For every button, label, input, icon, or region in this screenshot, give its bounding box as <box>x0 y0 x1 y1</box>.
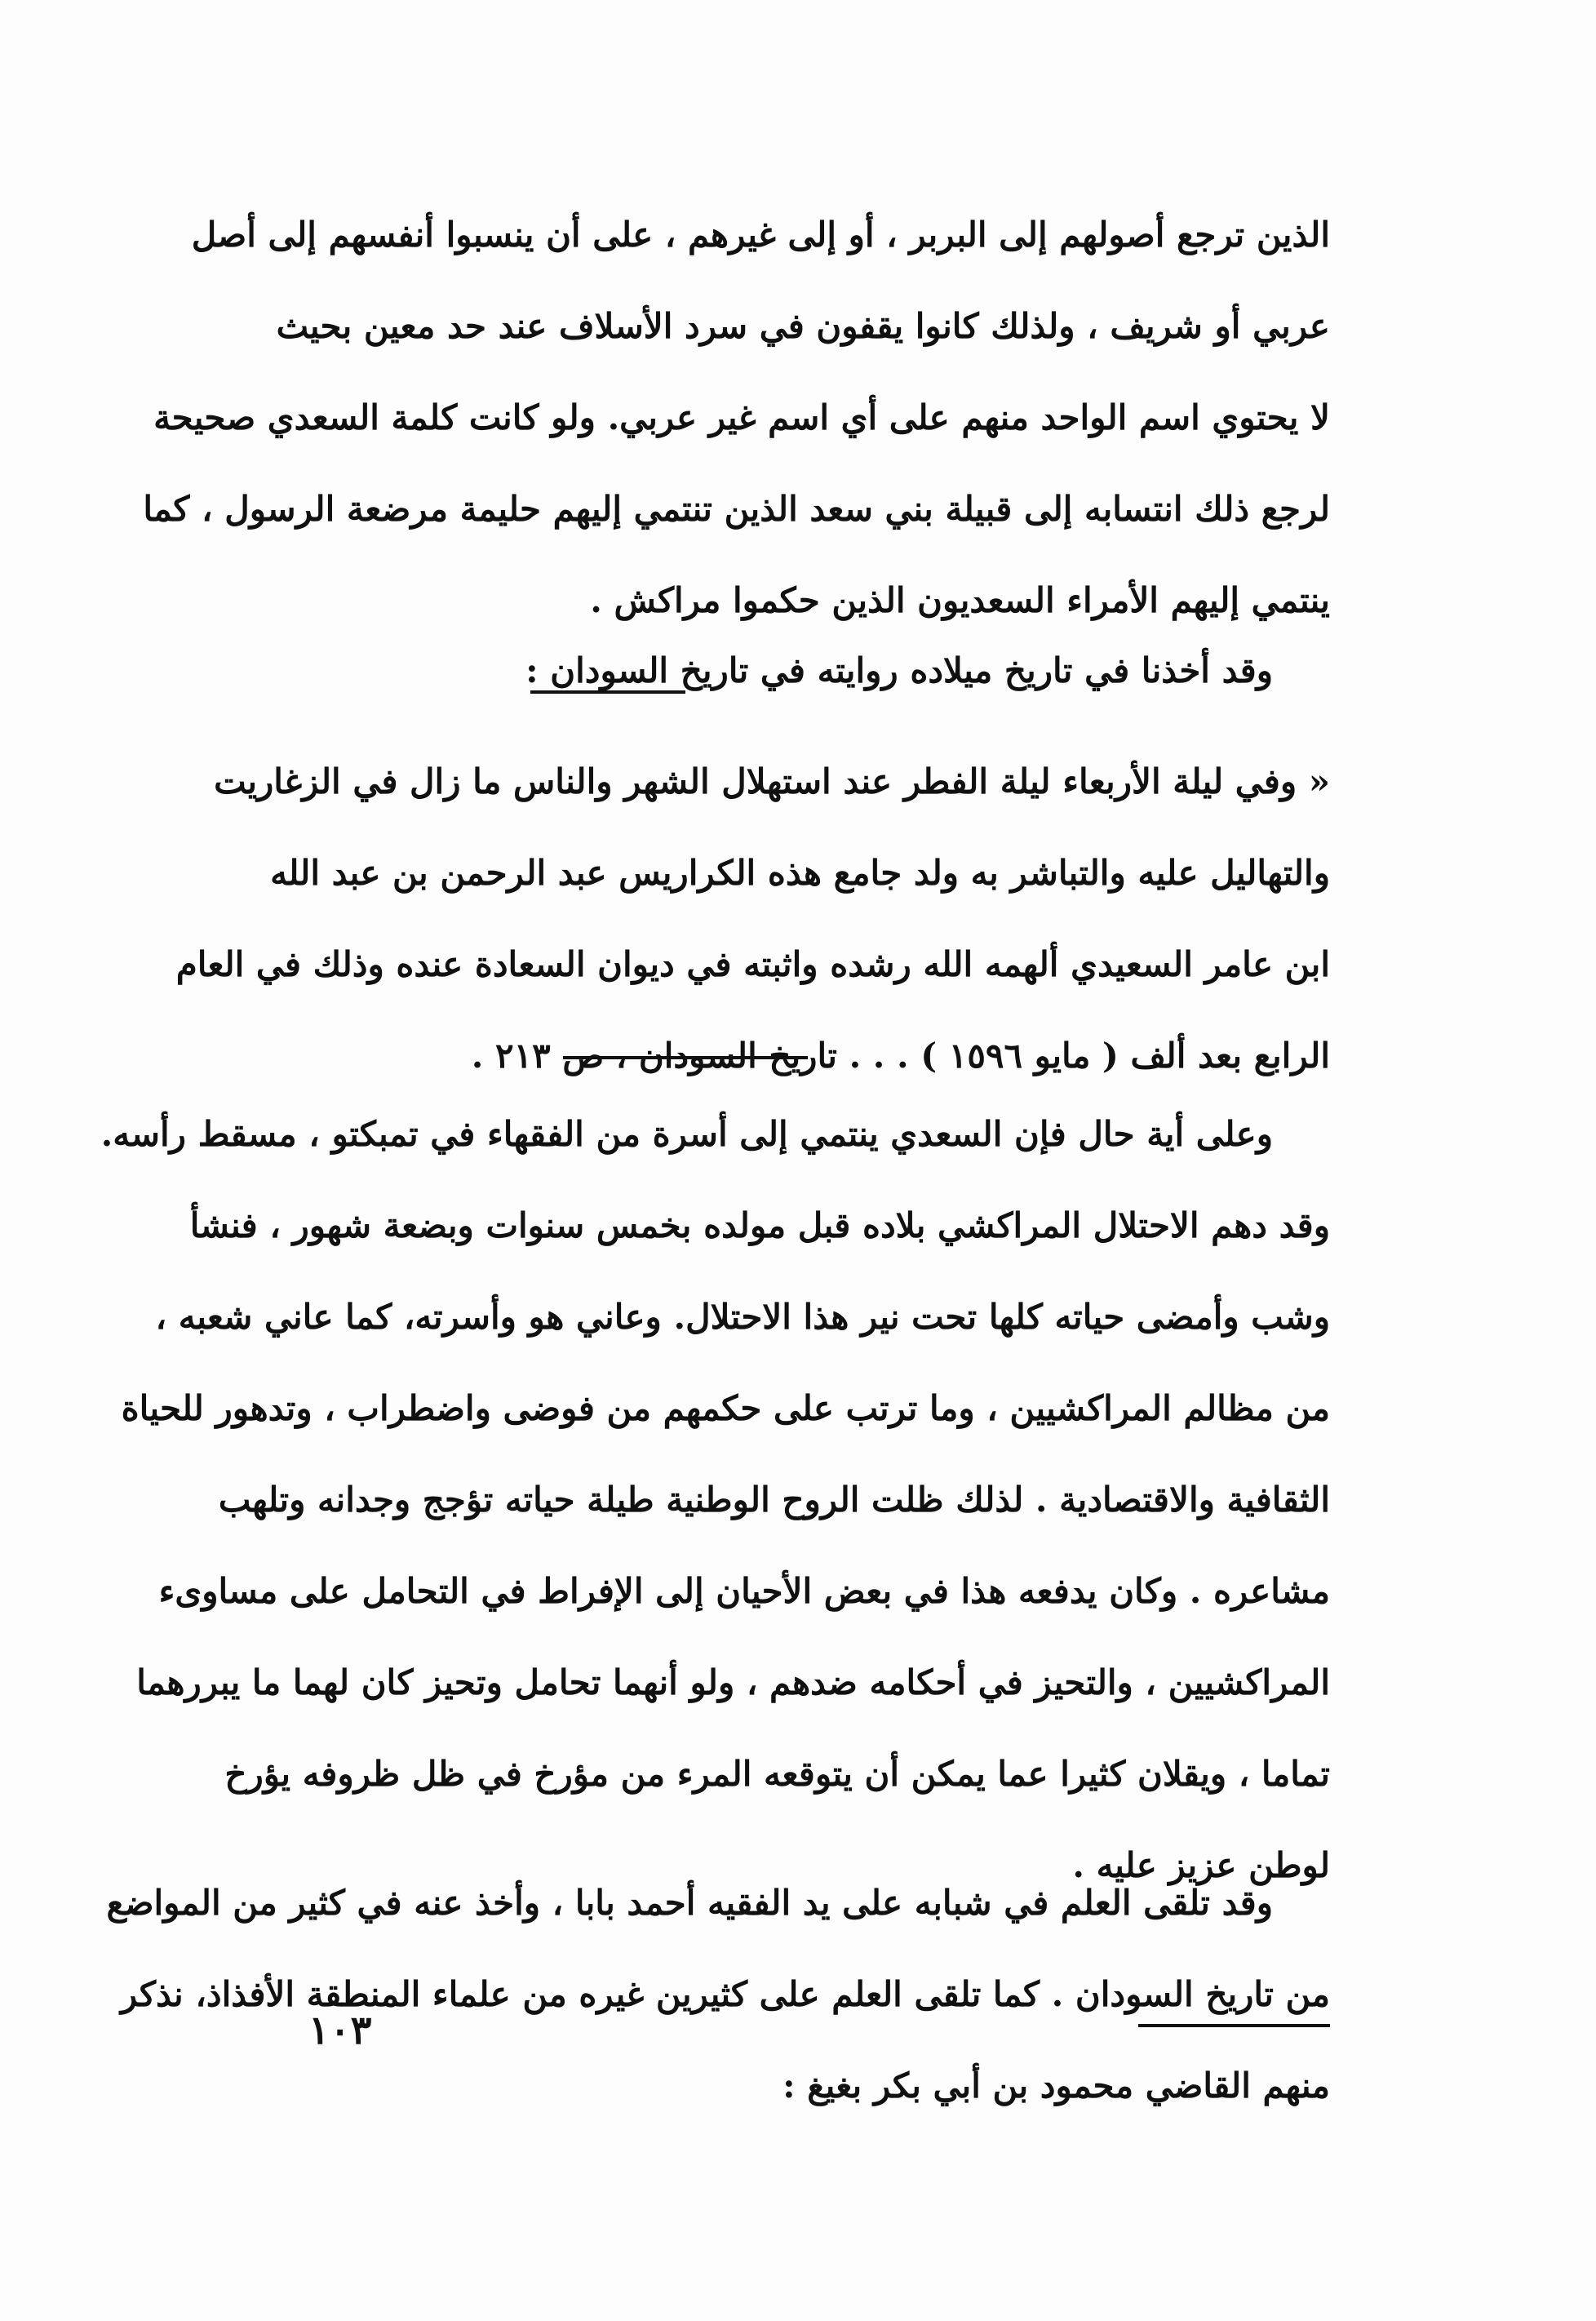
paragraph-1 <box>143 189 1330 646</box>
underline-tarikh-al-sudan-3 <box>1138 2024 1330 2027</box>
text-line: الذين ترجع أصولهم إلى البربر ، أو إلى غيرهم ، على أن ينسبوا أنفسهم إلى أصل <box>191 215 1330 255</box>
text-line: لوطن عزيز عليه . <box>1072 1845 1330 1885</box>
text-line: « وفي ليلة الأربعاء ليلة الفطر عند استهلال الشهر والناس ما زال في الزغاريت <box>214 761 1330 801</box>
text-line: وشب وأمضى حياته كلها تحت نير هذا الاحتلال. وعاني هو وأسرته، كما عاني شعبه ، <box>155 1297 1330 1337</box>
text-line: والتهاليل عليه والتباشر به ولد جامع هذه الكراريس عبد الرحمن بن عبد الله <box>270 853 1330 893</box>
text-line: الرابع بعد ألف ( مايو ١٥٩٦ ) . . . تاريخ السودان ، ص ٢١٣ . <box>471 1036 1330 1076</box>
text-line: وقد أخذنا في تاريخ ميلاده روايته في تاريخ السودان : <box>525 650 1273 690</box>
paragraph-5 <box>106 1857 1330 2132</box>
text-line: منهم القاضي محمود بن أبي بكر بغيغ : <box>782 2066 1330 2106</box>
text-line: المراكشيين ، والتحيز في أحكامه ضدهم ، ولو أنهما تحامل وتحيز كان لهما ما يبررهما <box>136 1662 1330 1702</box>
paragraph-3-quote <box>175 736 1330 1102</box>
text-line: عربي أو شريف ، ولذلك كانوا يقفون في سرد الأسلاف عند حد معين بحيث <box>276 306 1330 346</box>
text-line: ابن عامر السعيدي ألهمه الله رشده واثبته في ديوان السعادة عنده وذلك في العام <box>175 944 1330 984</box>
paragraph-4 <box>100 1089 1330 1911</box>
text-line: لا يحتوي اسم الواحد منهم على أي اسم غير عربي. ولو كانت كلمة السعدي صحيحة <box>153 397 1330 437</box>
text-line: تماما ، ويقلان كثيرا عما يمكن أن يتوقعه المرء من مؤرخ في ظل ظروفه يؤرخ <box>224 1754 1330 1794</box>
text-line: مشاعره . وكان يدفعه هذا في بعض الأحيان إلى الإفراط في التحامل على مساوىء <box>158 1571 1330 1611</box>
text-line: وعلى أية حال فإن السعدي ينتمي إلى أسرة من الفقهاء في تمبكتو ، مسقط رأسه. <box>100 1114 1273 1154</box>
text-line: ينتمي إليهم الأمراء السعديون الذين حكموا مراكش . <box>590 580 1330 620</box>
paragraph-2 <box>277 625 1330 717</box>
underline-tarikh-al-sudan-1 <box>530 690 685 694</box>
text-line: من تاريخ السودان . كما تلقى العلم على كثيرين غيره من علماء المنطقة الأفذاذ، نذكر <box>120 1974 1330 2014</box>
text-line: وقد تلقى العلم في شبابه على يد الفقيه أحمد بابا ، وأخذ عنه في كثير من المواضع <box>106 1883 1273 1923</box>
text-line: الثقافية والاقتصادية . لذلك ظلت الروح الوطنية طيلة حياته تؤجج وجدانه وتلهب <box>218 1480 1330 1520</box>
page-number: ١٠٣ <box>308 2008 372 2053</box>
text-line: من مظالم المراكشيين ، وما ترتب على حكمهم من فوضى واضطراب ، وتدهور للحياة <box>121 1388 1330 1428</box>
text-line: وقد دهم الاحتلال المراكشي بلاده قبل مولده بخمس سنوات وبضعة شهور ، فنشأ <box>189 1205 1330 1245</box>
text-line: لرجع ذلك انتسابه إلى قبيلة بني سعد الذين تنتمي إليهم حليمة مرضعة الرسول ، كما <box>143 489 1330 529</box>
underline-tarikh-al-sudan-2 <box>563 1056 808 1059</box>
